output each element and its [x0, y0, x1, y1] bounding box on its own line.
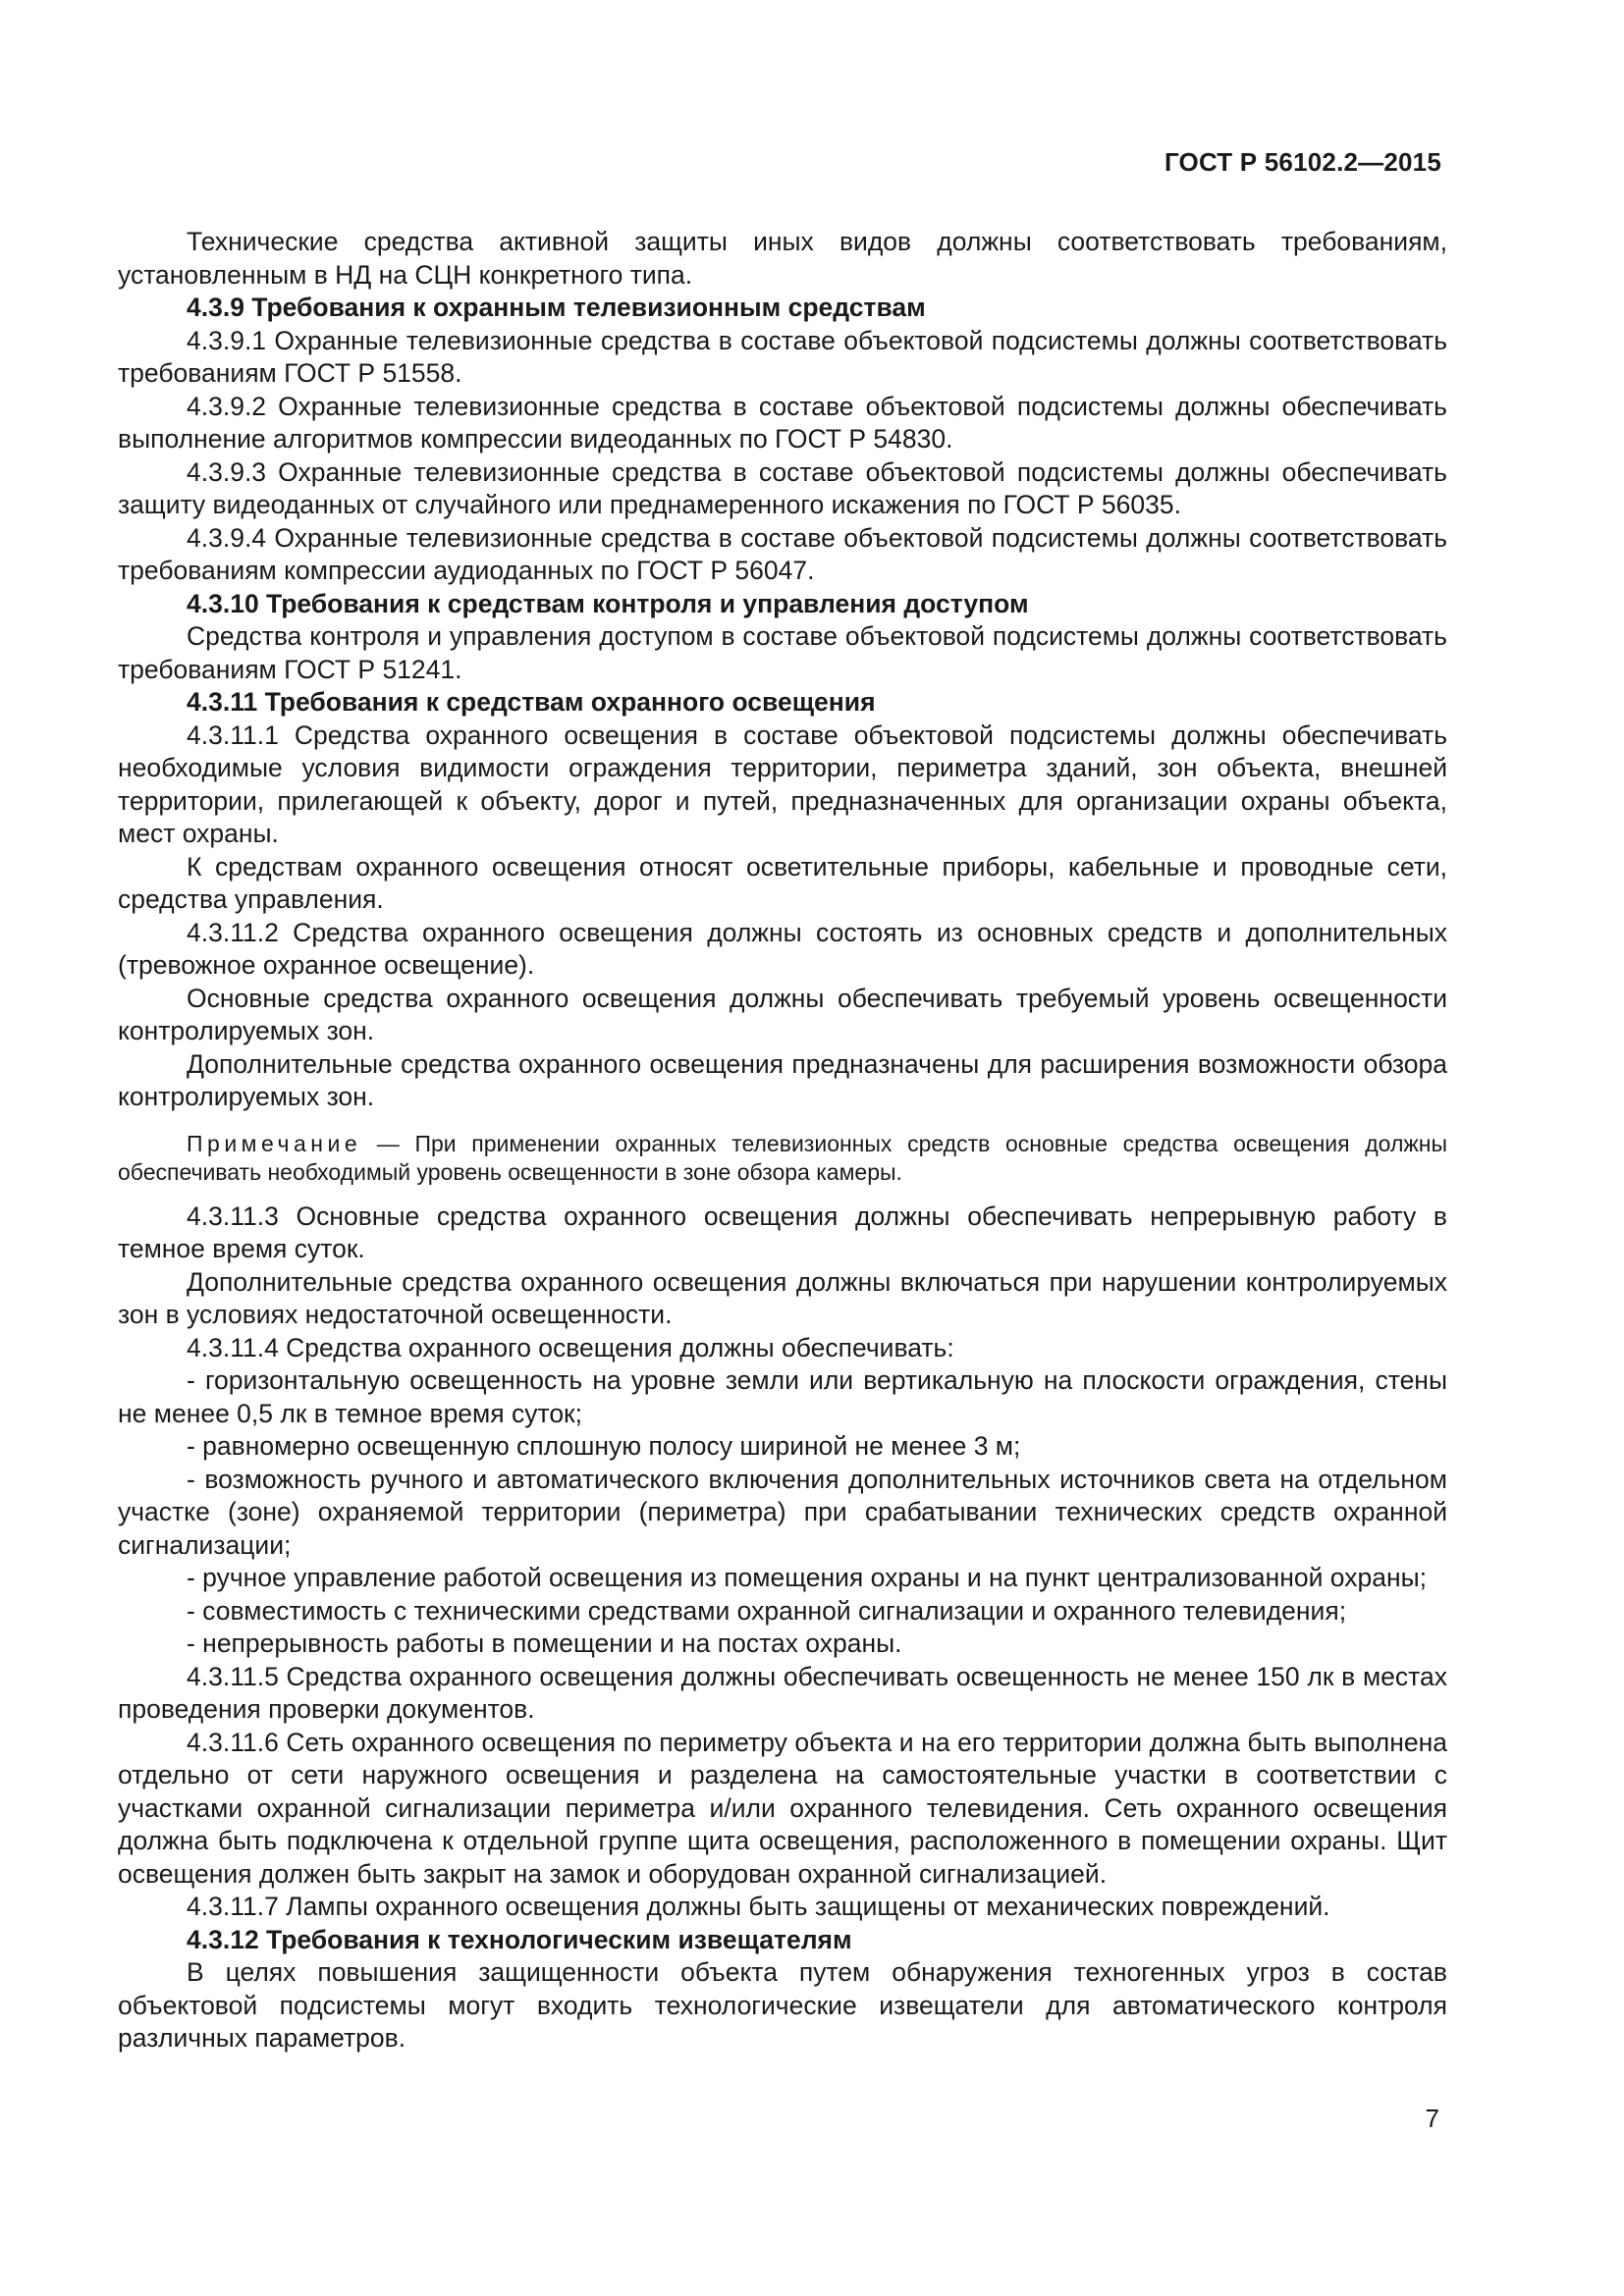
list-item: - равномерно освещенную сплошную полосу шириной не менее 3 м; [187, 1431, 1021, 1461]
list-item: - возможность ручного и автоматического включения дополнительных источников света на отдельном участке (зоне) охраняемой территории (периметра) при срабатывании технических средств охранной сигнализации; [118, 1464, 1447, 1560]
paragraph: 4.3.11.7 Лампы охранного освещения должны быть защищены от механических повреждений. [187, 1892, 1330, 1921]
paragraph: 4.3.11.3 Основные средства охранного освещения должны обеспечивать непрерывную работу в темное время суток. [118, 1201, 1447, 1263]
section-heading-4-3-9: 4.3.9 Требования к охранным телевизионным средствам [187, 293, 926, 322]
note-label: Примечание [187, 1130, 362, 1156]
list-item: - совместимость с техническими средствами охранной сигнализации и охранного телевидения; [187, 1595, 1347, 1626]
paragraph: Дополнительные средства охранного освещения предназначены для расширения возможности обзора контролируемых зон. [118, 1048, 1447, 1111]
note-text: — При применении охранных телевизионных средств основные средства освещения должны обеспечивать необходимый уровень освещенности в зоне обзора камеры. [118, 1130, 1447, 1185]
paragraph: 4.3.11.5 Средства охранного освещения должны обеспечивать освещенность не менее 150 лк в местах проведения проверки документов. [118, 1661, 1447, 1724]
paragraph: Основные средства охранного освещения должны обеспечивать требуемый уровень освещенности контролируемых зон. [118, 983, 1447, 1045]
paragraph: Дополнительные средства охранного освещения должны включаться при нарушении контролируемых зон в условиях недостаточной освещенности. [118, 1266, 1447, 1329]
list-item: - непрерывность работы в помещении и на постах охраны. [187, 1629, 902, 1658]
paragraph: 4.3.11.1 Средства охранного освещения в составе объектовой подсистемы должны обеспечивать необходимые условия видимости ограждения территории, периметра зданий, зон объекта, внешней территории, прилегающей к объекту, дорог и путей, предназначенных для организации охраны объекта, мест охраны. [118, 720, 1447, 848]
paragraph: 4.3.11.6 Сеть охранного освещения по периметру объекта и на его территории должна быть выполнена отдельно от сети наружного освещения и разделена на самостоятельные участки в соответствии с участками охранной сигнализации периметра и/или охранного телевидения. Сеть охранного освещения должна быть подключена к отдельной группе щита освещения, расположенного в помещении охраны. Щит освещения должен быть закрыт на замок и оборудован охранной сигнализацией. [118, 1727, 1447, 1889]
paragraph: К средствам охранного освещения относят осветительные приборы, кабельные и проводные сети, средства управления. [118, 851, 1447, 914]
paragraph: Средства контроля и управления доступом в составе объектовой подсистемы должны соответствовать требованиям ГОСТ Р 51241. [118, 621, 1447, 684]
note [118, 1130, 1447, 1187]
list-item: - ручное управление работой освещения из помещения охраны и на пункт централизованной охраны; [187, 1563, 1428, 1592]
document-id-header: ГОСТ Р 56102.2—2015 [1164, 147, 1441, 177]
document-body [118, 226, 1447, 2056]
page-number: 7 [1425, 2104, 1439, 2133]
section-heading-4-3-12: 4.3.12 Требования к технологическим извещателям [187, 1924, 852, 1954]
section-heading-4-3-11: 4.3.11 Требования к средствам охранного освещения [187, 687, 876, 717]
paragraph: 4.3.11.2 Средства охранного освещения должны состоять из основных средств и дополнительных (тревожное охранное освещение). [118, 917, 1447, 980]
paragraph: 4.3.9.3 Охранные телевизионные средства в составе объектовой подсистемы должны обеспечивать защиту видеоданных от случайного или преднамеренного искажения по ГОСТ Р 56035. [118, 456, 1447, 519]
paragraph: 4.3.9.1 Охранные телевизионные средства в составе объектовой подсистемы должны соответствовать требованиям ГОСТ Р 51558. [118, 325, 1447, 388]
paragraph: В целях повышения защищенности объекта путем обнаружения техногенных угроз в состав объектовой подсистемы могут входить технологические извещатели для автоматического контроля различных параметров. [118, 1957, 1447, 2053]
paragraph: 4.3.9.2 Охранные телевизионные средства в составе объектовой подсистемы должны обеспечивать выполнение алгоритмов компрессии видеоданных по ГОСТ Р 54830. [118, 391, 1447, 454]
paragraph: 4.3.9.4 Охранные телевизионные средства в составе объектовой подсистемы должны соответствовать требованиям компрессии аудиоданных по ГОСТ Р 56047. [118, 522, 1447, 585]
section-heading-4-3-10: 4.3.10 Требования к средствам контроля и управления доступом [187, 588, 1029, 618]
paragraph: Технические средства активной защиты иных видов должны соответствовать требованиям, установленным в НД на СЦН конкретного типа. [118, 227, 1447, 290]
paragraph: 4.3.11.4 Средства охранного освещения должны обеспечивать: [187, 1332, 954, 1362]
list-item: - горизонтальную освещенность на уровне земли или вертикальную на плоскости ограждения, стены не менее 0,5 лк в темное время суток; [118, 1365, 1447, 1428]
